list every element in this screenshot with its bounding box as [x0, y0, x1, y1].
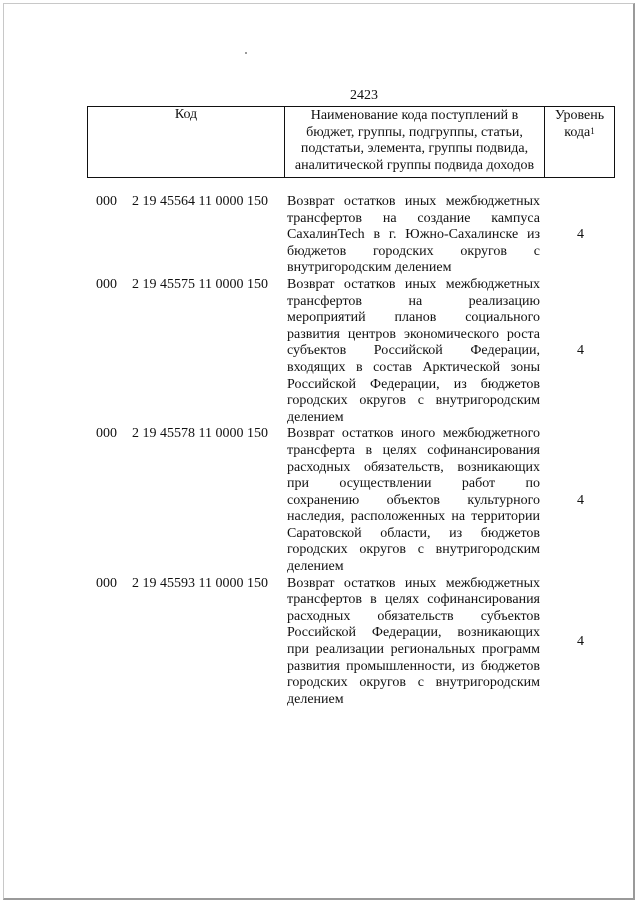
row-income-code: 2 19 45578 11 0000 150 [132, 426, 268, 442]
row-income-name-line: городских округов с внутригородским [287, 393, 540, 409]
row-income-name-line: расходных обязательств, возникающих [287, 459, 540, 475]
row-income-name-line: бюджетов городских округов с [287, 243, 540, 259]
header-level-word: кода [564, 124, 591, 140]
row-level: 4 [577, 633, 584, 649]
header-level-cell [545, 107, 615, 178]
page-number: 2423 [350, 88, 378, 103]
row-income-name-line: развития промышленности, из бюджетов [287, 658, 540, 674]
row-admin-code: 000 [96, 194, 117, 209]
header-row [88, 107, 615, 178]
row-income-name-line: Саратовской области, из бюджетов [287, 525, 540, 541]
row-income-name [287, 194, 540, 277]
document-page [3, 3, 635, 900]
header-name-label [285, 107, 544, 174]
row-income-name-line: наследия, расположенных на территории [287, 509, 540, 525]
row-income-name-line: делением [287, 559, 344, 575]
header-name-line: бюджет, группы, подгруппы, статьи, [306, 124, 523, 140]
header-name-line: аналитической группы подвида доходов [294, 157, 535, 173]
row-income-name-line: делением [287, 691, 344, 707]
row-income-name-line: СахалинTech в г. Южно-Сахалинске из [287, 227, 540, 243]
row-income-name-line: внутригородским делением [287, 260, 452, 276]
row-income-name-line: расходных обязательств субъектов [287, 608, 540, 624]
header-name-line: Наименование кода поступлений в [310, 108, 519, 123]
row-income-name-line: при осуществлении работ по [287, 476, 540, 492]
row-income-name-line: городских округов с внутригородским [287, 542, 540, 558]
row-income-name-line: развития центров экономического роста [287, 326, 540, 342]
row-income-name-line: трансфертов на создание кампуса [287, 210, 540, 226]
header-level-line1: Уровень [554, 108, 605, 123]
row-income-name-line: Российской Федерации, из бюджетов [287, 376, 540, 392]
row-income-code: 2 19 45564 11 0000 150 [132, 194, 268, 209]
row-admin-code: 000 [96, 575, 117, 591]
table-row [87, 277, 611, 426]
header-code-cell [88, 107, 285, 178]
header-name-line: подстатьи, элемента, группы подвида, [300, 141, 529, 156]
row-level: 4 [577, 492, 584, 508]
row-income-name-line: входящих в состав Арктической зоны [287, 359, 540, 375]
row-income-code: 2 19 45593 11 0000 150 [132, 575, 268, 591]
row-income-name-line: Российской Федерации, возникающих [287, 625, 540, 641]
row-income-name-line: субъектов Российской Федерации, [287, 343, 540, 359]
row-income-name-line: Возврат остатков иных межбюджетных [287, 575, 540, 591]
row-income-name-line: Возврат остатков иных межбюджетных [287, 194, 540, 209]
row-income-name-line: мероприятий планов социального [287, 310, 540, 326]
table-row [87, 194, 611, 277]
footnote-marker: 1 [590, 125, 595, 136]
row-income-name-line: трансферта в целях софинансирования [287, 442, 540, 458]
row-income-name [287, 277, 540, 426]
row-income-name-line: Возврат остатков иных межбюджетных [287, 276, 540, 292]
income-code-list [87, 194, 611, 708]
row-income-name-line: Возврат остатков иного межбюджетного [287, 426, 540, 442]
header-code-label: Код [174, 107, 198, 122]
scan-speck [245, 52, 247, 54]
row-admin-code: 000 [96, 426, 117, 442]
row-level: 4 [577, 343, 584, 359]
row-level: 4 [577, 227, 584, 243]
table-row [87, 576, 611, 709]
row-income-code: 2 19 45575 11 0000 150 [132, 276, 268, 292]
row-income-name [287, 426, 540, 575]
row-income-name-line: городских округов с внутригородским [287, 675, 540, 691]
header-level-line2 [545, 125, 614, 142]
row-admin-code: 000 [96, 276, 117, 292]
row-income-name-line: сохранению объектов культурного [287, 492, 540, 508]
row-income-name-line: при реализации региональных программ [287, 642, 540, 658]
header-name-cell [285, 107, 545, 178]
row-income-name [287, 576, 540, 709]
table-row [87, 426, 611, 575]
row-income-name-line: делением [287, 409, 344, 425]
header-table [87, 106, 615, 178]
header-level-label [545, 107, 614, 141]
row-income-name-line: трансфертов в целях софинансирования [287, 592, 540, 608]
row-income-name-line: трансфертов на реализацию [287, 293, 540, 309]
